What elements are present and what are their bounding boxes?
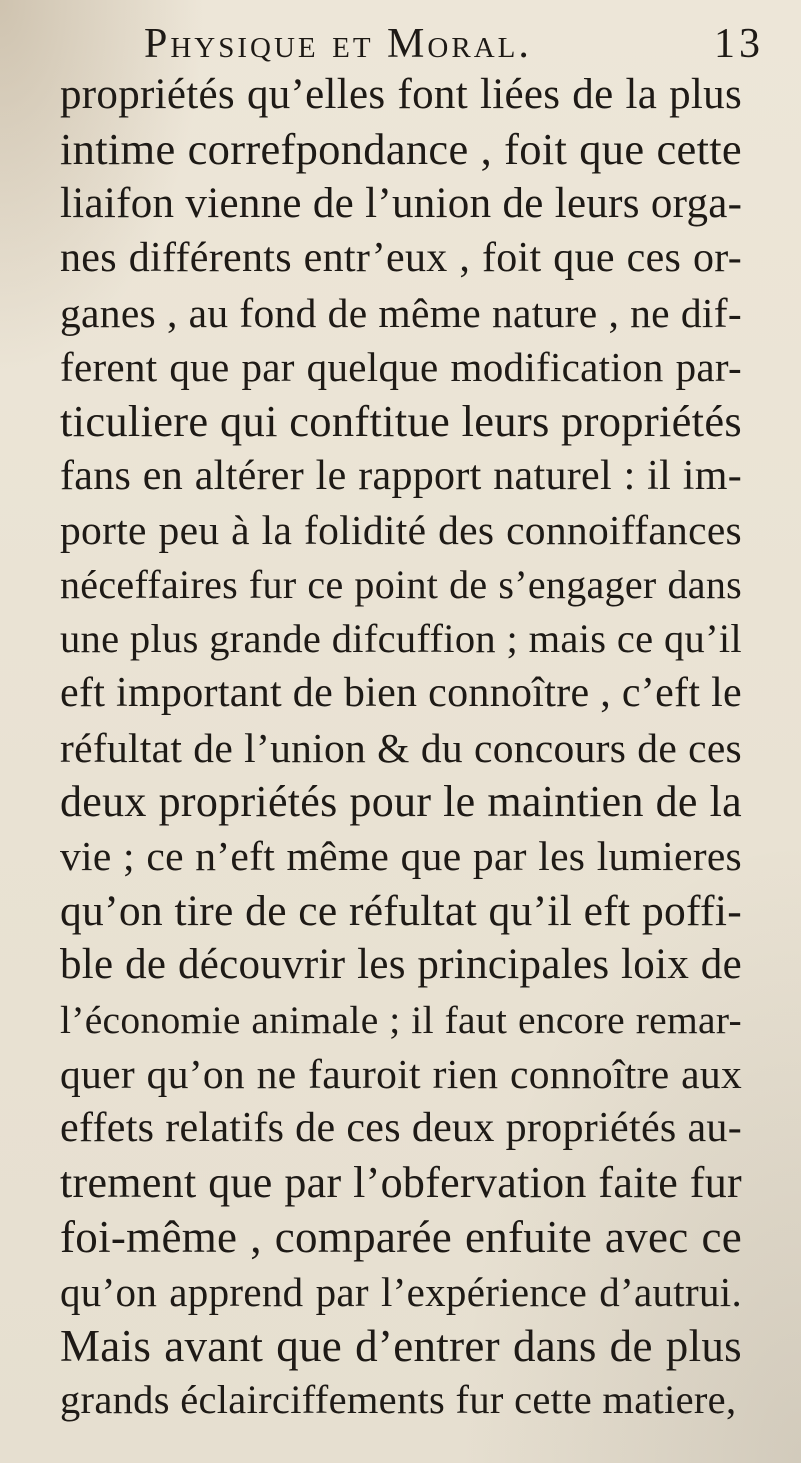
text-line: qu’on apprend par l’expérience d’autrui. bbox=[60, 1268, 742, 1315]
text-line: néceffaires fur ce point de s’engager dans bbox=[60, 561, 742, 607]
text-line: effets relatifs de ces deux propriétés au- bbox=[60, 1105, 742, 1152]
text-line: nes différents entr’eux , foit que ces or- bbox=[60, 235, 742, 282]
text-line: ticuliere qui conftitue leurs propriétés bbox=[60, 396, 742, 447]
text-line: quer qu’on ne fauroit rien connoître aux bbox=[60, 1051, 742, 1098]
page-number: 13 bbox=[714, 21, 764, 67]
text-line: fans en altérer le rapport naturel : il im- bbox=[60, 452, 742, 499]
text-line: trement que par l’obfervation faite fur bbox=[60, 1157, 742, 1207]
text-line: grands éclairciffements fur cette matiere, bbox=[60, 1377, 737, 1423]
text-line: foi-même , comparée enfuite avec ce bbox=[60, 1212, 742, 1263]
text-line: ganes , au fond de même nature , ne dif- bbox=[60, 289, 742, 336]
text-line: propriétés qu’elles font liées de la plus bbox=[60, 71, 742, 118]
text-line: porte peu à la folidité des connoiffances bbox=[60, 507, 742, 554]
text-line: liaifon vienne de l’union de leurs orga- bbox=[60, 179, 743, 227]
running-title: Physique et Moral. bbox=[144, 21, 532, 67]
text-line: vie ; ce n’eft même que par les lumieres bbox=[60, 833, 742, 880]
text-line: eft important de bien connoître , c’eft le bbox=[60, 670, 742, 717]
text-line: l’économie animale ; il faut encore remar- bbox=[60, 997, 742, 1042]
text-line: ferent que par quelque modification par- bbox=[60, 343, 742, 390]
running-head bbox=[144, 16, 764, 72]
text-line: réfultat de l’union & du concours de ces bbox=[60, 724, 742, 771]
text-line: qu’on tire de ce réfultat qu’il eft poffi- bbox=[60, 886, 742, 935]
text-line: une plus grande difcuffion ; mais ce qu’il bbox=[60, 615, 742, 661]
text-line: ble de découvrir les principales loix de bbox=[60, 941, 742, 989]
text-line: Mais avant que d’entrer dans de plus bbox=[60, 1320, 742, 1371]
body-text bbox=[60, 68, 742, 1428]
text-line: deux propriétés pour le maintien de la bbox=[60, 777, 742, 827]
text-line: intime correfpondance , foit que cette bbox=[60, 124, 742, 175]
